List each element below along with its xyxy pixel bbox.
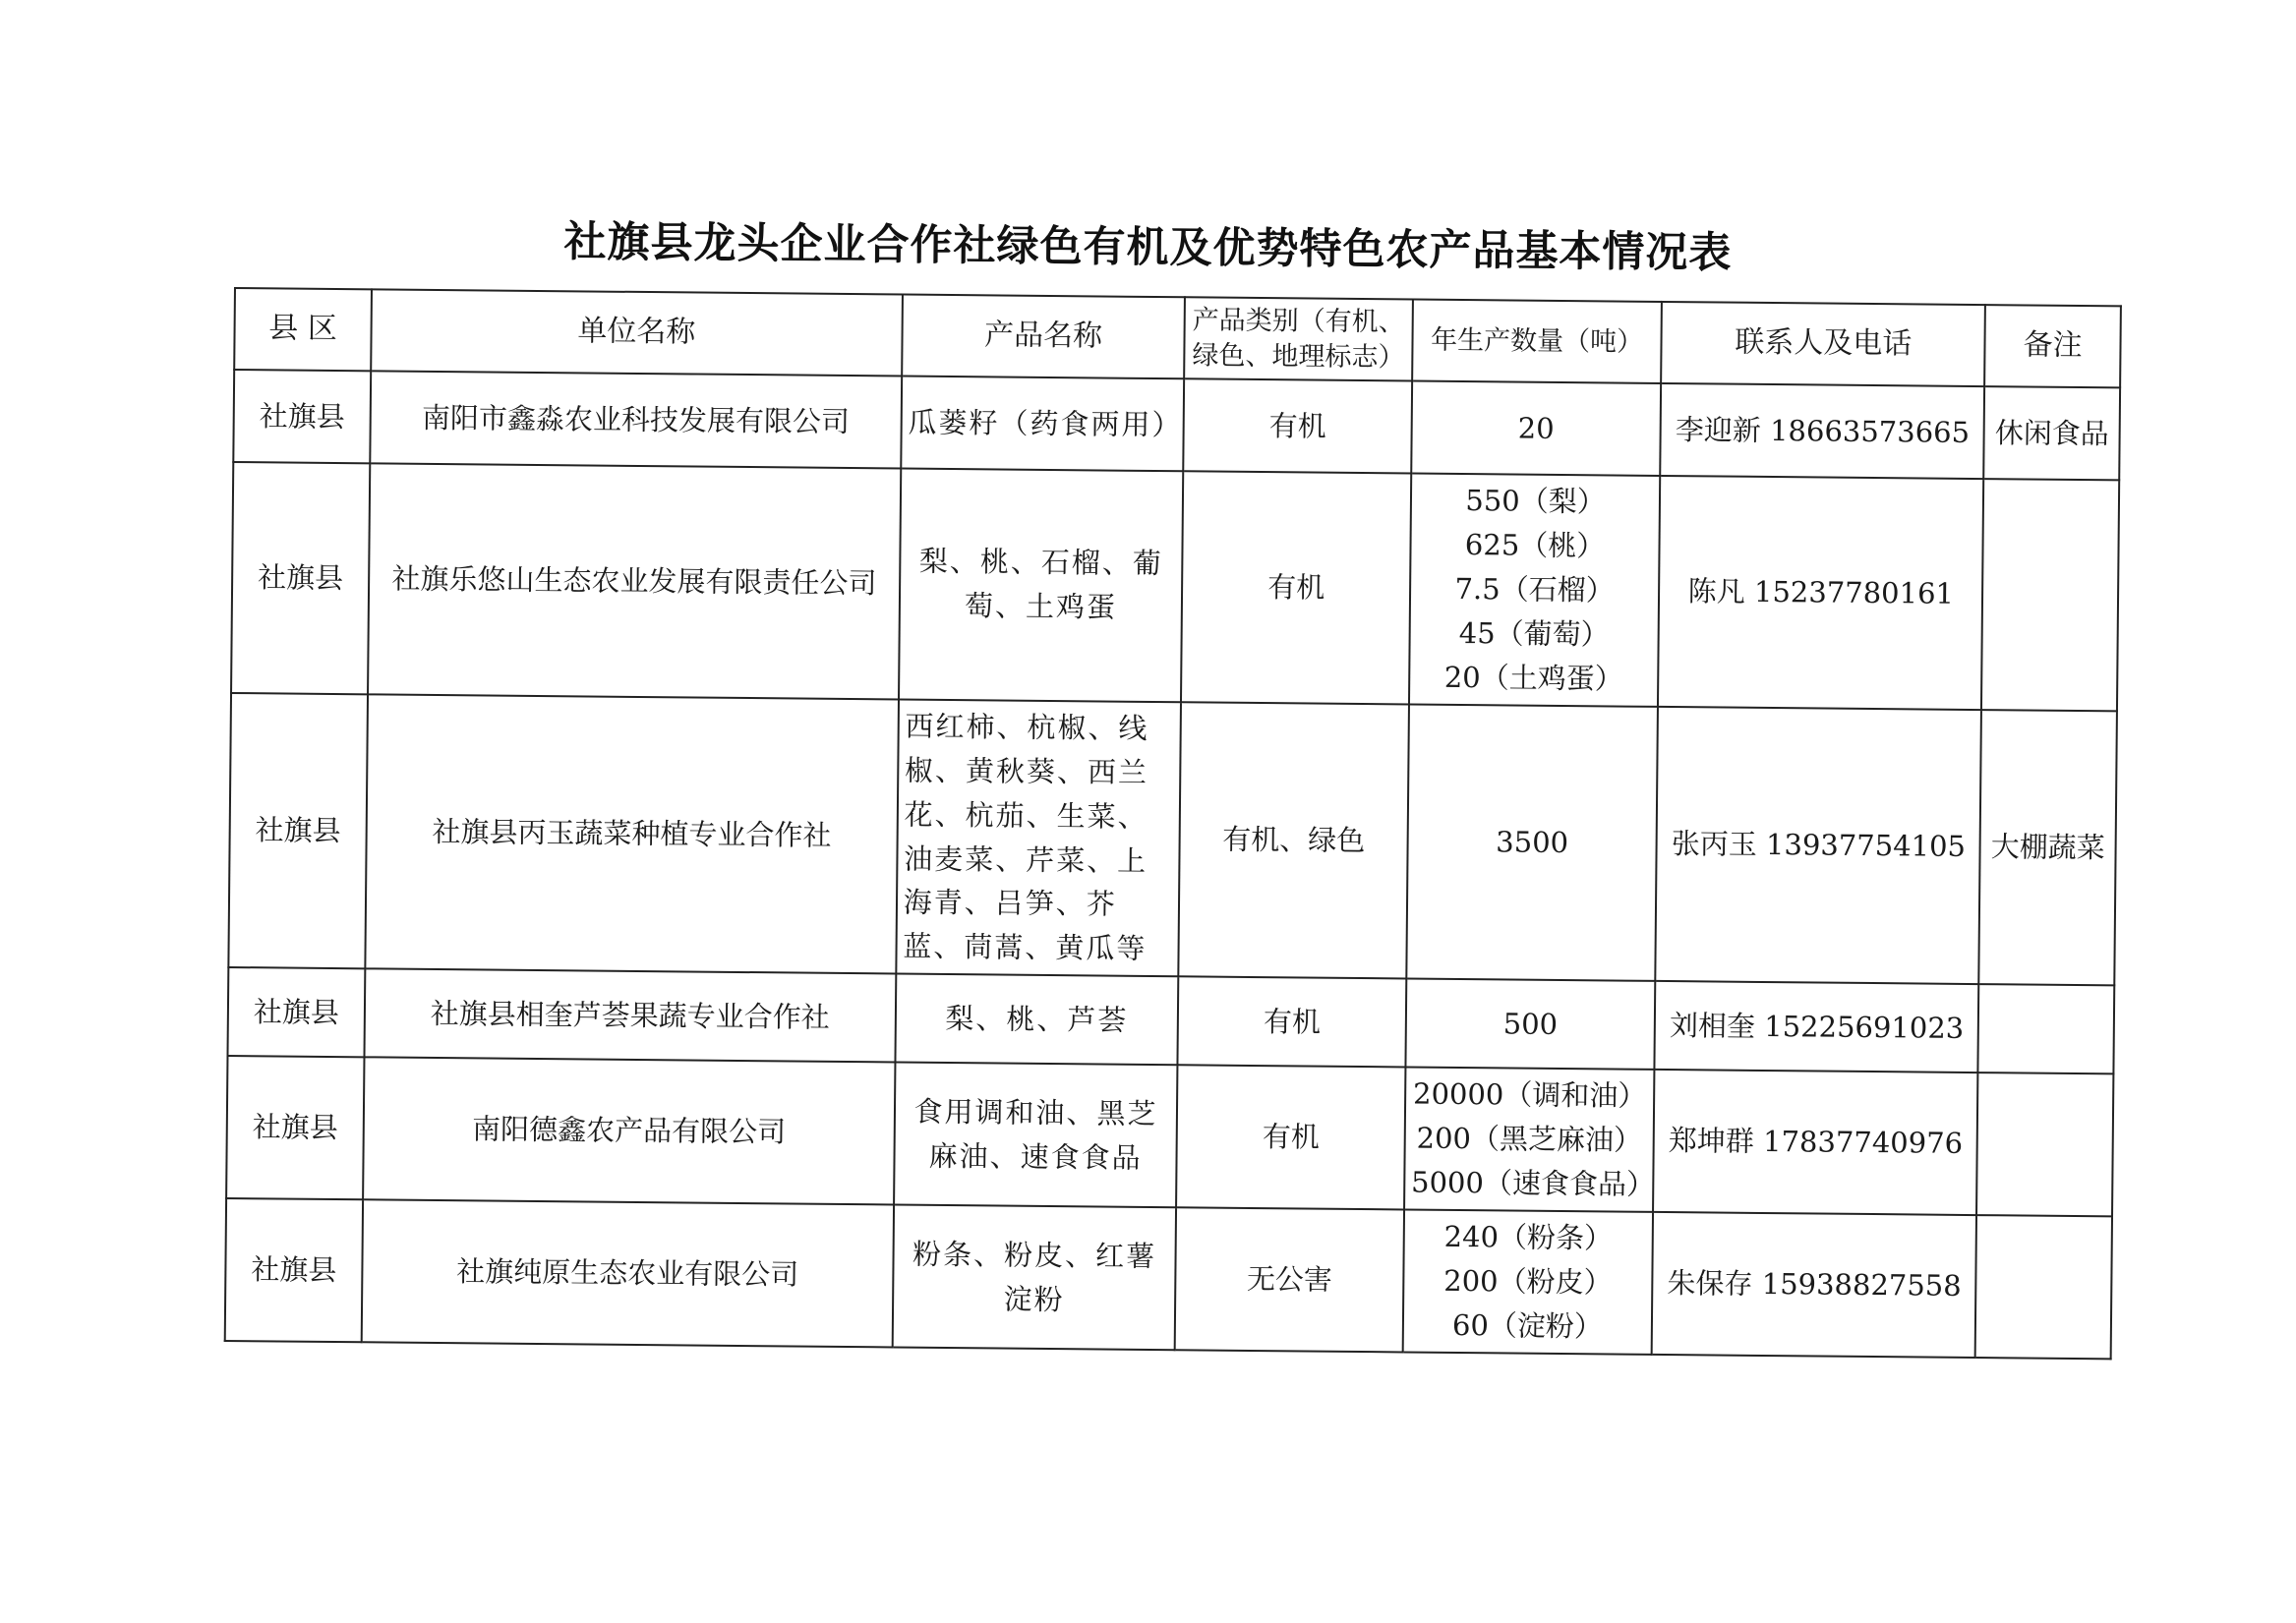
cell-products: 食用调和油、黑芝麻油、速食食品 bbox=[894, 1063, 1178, 1208]
cell-category: 无公害 bbox=[1175, 1207, 1404, 1352]
header-annual-quantity: 年生产数量（吨） bbox=[1412, 300, 1662, 383]
cell-contact: 李迎新 18663573665 bbox=[1660, 383, 1984, 479]
quantity-line: 20000（调和油） bbox=[1412, 1076, 1647, 1114]
quantity-line: 240（粉条） bbox=[1443, 1219, 1614, 1255]
quantity-line: 625（桃） bbox=[1464, 527, 1606, 563]
cell-company: 社旗县相奎芦荟果蔬专业合作社 bbox=[364, 969, 896, 1063]
cell-products: 西红柿、杭椒、线椒、黄秋葵、西兰花、杭茄、生菜、油麦菜、芹菜、上海青、吕笋、芥蓝、茼蒿、黄瓜等 bbox=[896, 699, 1181, 976]
page-title: 社旗县龙头企业合作社绿色有机及优势特色农产品基本情况表 bbox=[563, 217, 1733, 278]
header-product-category: 产品类别（有机、绿色、地理标志） bbox=[1184, 297, 1412, 380]
header-contact: 联系人及电话 bbox=[1661, 302, 1985, 386]
table-row bbox=[231, 462, 2119, 711]
cell-products: 粉条、粉皮、红薯淀粉 bbox=[892, 1205, 1176, 1351]
cell-products: 梨、桃、芦荟 bbox=[895, 974, 1178, 1066]
cell-contact: 朱保存 15938827558 bbox=[1652, 1212, 1976, 1358]
cell-company: 南阳德鑫农产品有限公司 bbox=[363, 1058, 895, 1205]
cell-note: 休闲食品 bbox=[1983, 386, 2120, 480]
product-table bbox=[224, 287, 2122, 1360]
table-row bbox=[233, 370, 2120, 480]
cell-note bbox=[1978, 984, 2115, 1073]
cell-company: 社旗纯原生态农业有限公司 bbox=[362, 1199, 894, 1347]
cell-note bbox=[1975, 1215, 2112, 1359]
cell-category: 有机 bbox=[1176, 1066, 1405, 1210]
quantity-line: 45（葡萄） bbox=[1458, 615, 1610, 652]
cell-quantity bbox=[1402, 1210, 1653, 1355]
cell-category: 有机 bbox=[1184, 378, 1412, 473]
quantity-line: 200（黑芝麻油） bbox=[1416, 1121, 1643, 1158]
quantity-line: 60（淀粉） bbox=[1451, 1307, 1604, 1344]
quantity-line: 550（梨） bbox=[1465, 484, 1606, 519]
cell-county: 社旗县 bbox=[233, 370, 371, 463]
quantity-line: 20（土鸡蛋） bbox=[1443, 660, 1623, 696]
cell-products: 梨、桃、石榴、葡萄、土鸡蛋 bbox=[899, 469, 1184, 702]
header-county: 县 区 bbox=[234, 288, 372, 371]
header-note: 备注 bbox=[1984, 305, 2121, 387]
cell-company: 南阳市鑫淼农业科技发展有限公司 bbox=[370, 371, 902, 468]
cell-county: 社旗县 bbox=[226, 1056, 364, 1199]
cell-county: 社旗县 bbox=[227, 967, 365, 1057]
cell-products: 瓜蒌籽（药食两用） bbox=[901, 377, 1184, 472]
cell-quantity: 20 bbox=[1411, 381, 1661, 476]
cell-quantity: 3500 bbox=[1406, 704, 1658, 981]
cell-quantity bbox=[1409, 473, 1661, 706]
cell-company: 社旗乐悠山生态农业发展有限责任公司 bbox=[368, 463, 901, 699]
cell-note bbox=[1981, 479, 2119, 711]
table-row bbox=[225, 1198, 2112, 1359]
cell-contact: 郑坤群 17837740976 bbox=[1653, 1070, 1977, 1215]
cell-contact: 刘相奎 15225691023 bbox=[1655, 981, 1979, 1072]
cell-contact: 张丙玉 13937754105 bbox=[1656, 707, 1982, 985]
cell-category: 有机、绿色 bbox=[1179, 702, 1409, 979]
cell-contact: 陈凡 15237780161 bbox=[1658, 476, 1983, 710]
header-company: 单位名称 bbox=[371, 289, 903, 376]
cell-quantity bbox=[1404, 1068, 1655, 1212]
table-row bbox=[226, 1056, 2113, 1216]
cell-quantity: 500 bbox=[1405, 979, 1655, 1070]
quantity-line: 7.5（石榴） bbox=[1454, 571, 1615, 608]
table-row bbox=[228, 693, 2117, 986]
quantity-line: 200（粉皮） bbox=[1443, 1263, 1613, 1300]
cell-note bbox=[1976, 1072, 2113, 1216]
cell-county: 社旗县 bbox=[231, 462, 370, 694]
cell-category: 有机 bbox=[1181, 471, 1411, 704]
cell-county: 社旗县 bbox=[228, 693, 368, 969]
cell-county: 社旗县 bbox=[225, 1198, 363, 1342]
table-container bbox=[224, 287, 2122, 1344]
header-product-name: 产品名称 bbox=[902, 295, 1185, 379]
cell-company: 社旗县丙玉蔬菜种植专业合作社 bbox=[365, 694, 898, 974]
quantity-line: 5000（速食食品） bbox=[1410, 1165, 1656, 1202]
cell-note: 大棚蔬菜 bbox=[1979, 710, 2117, 986]
cell-category: 有机 bbox=[1178, 977, 1406, 1068]
